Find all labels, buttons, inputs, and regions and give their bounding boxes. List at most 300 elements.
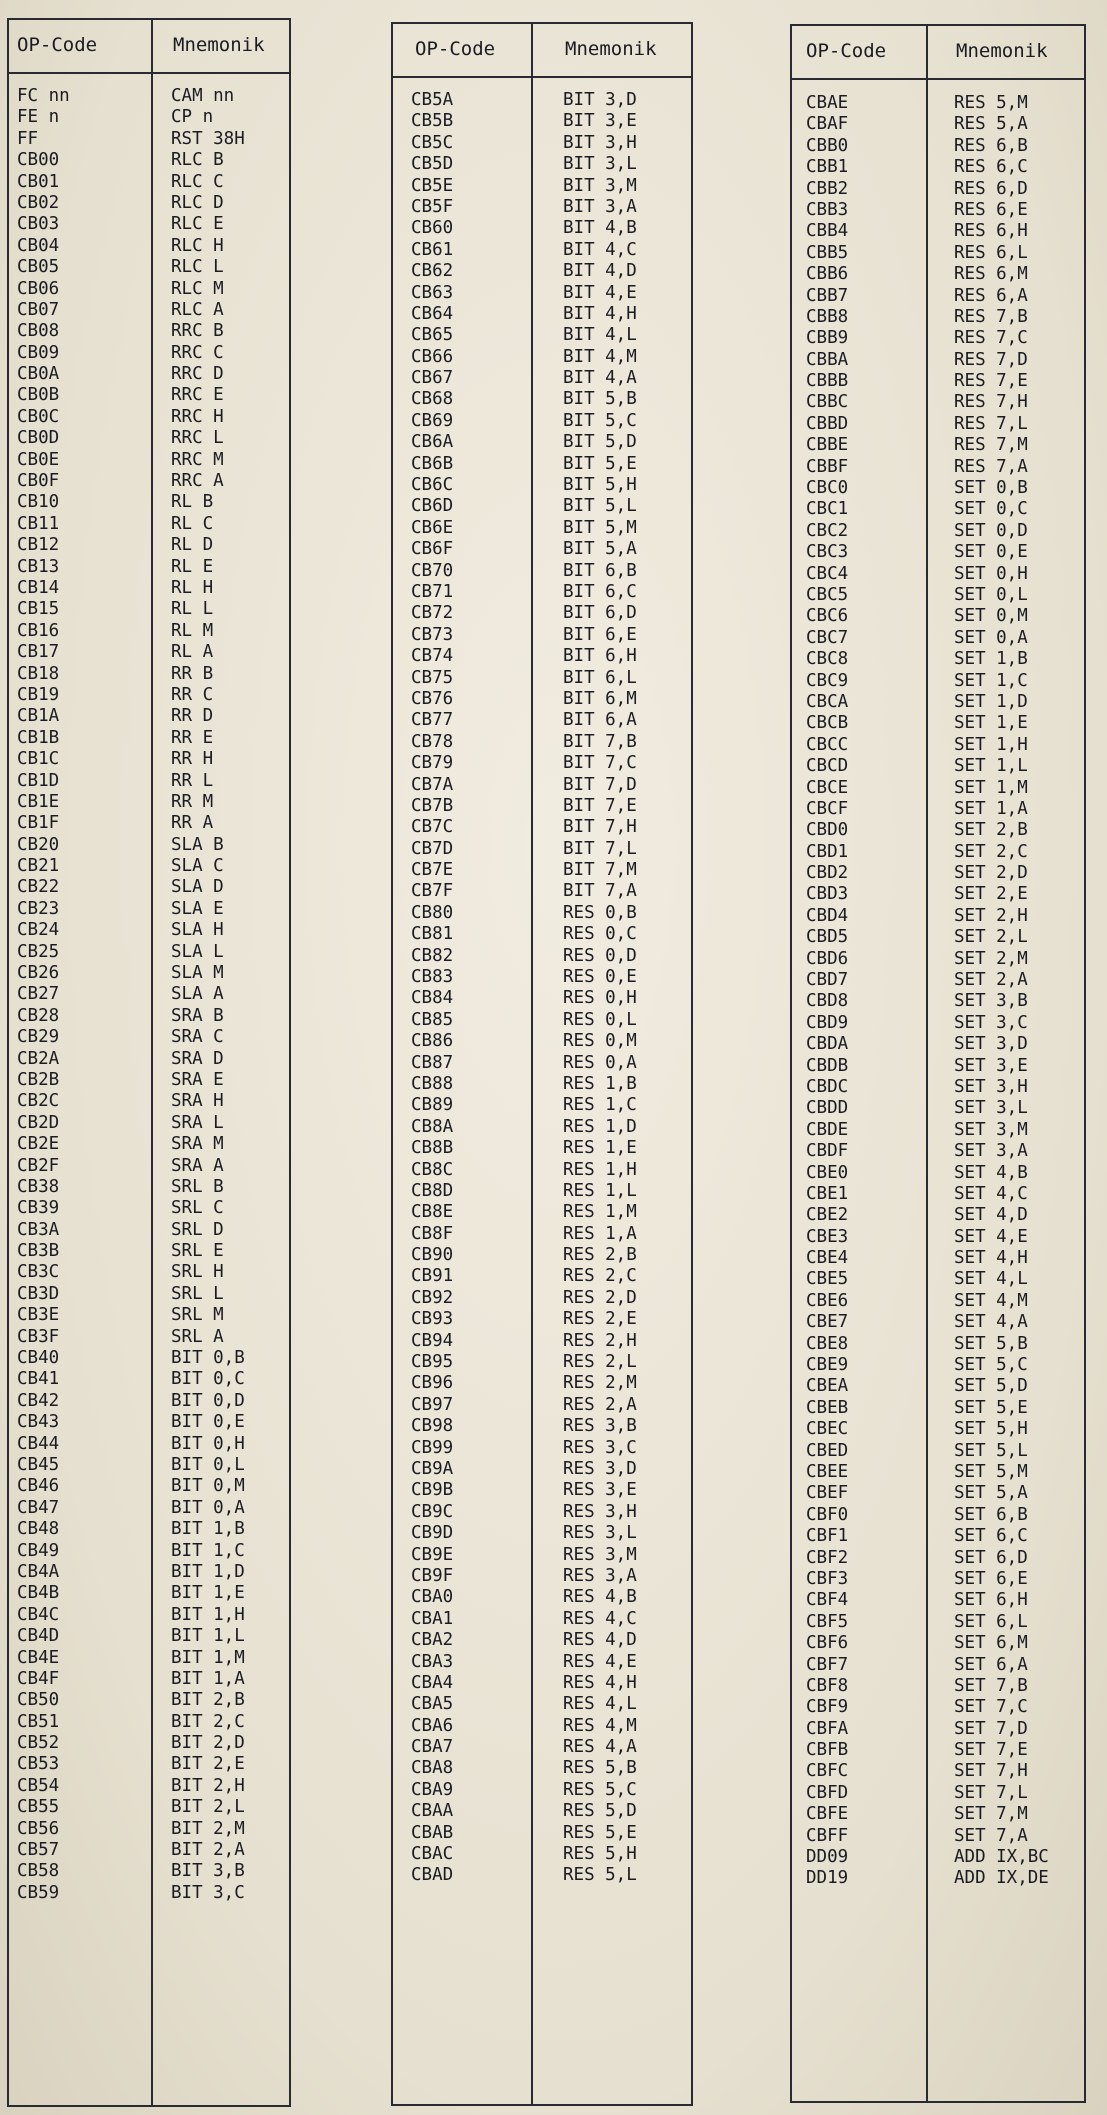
mnemonic-cell: BIT 5,C (563, 410, 637, 431)
mnemonic-cell: SET 4,B (954, 1162, 1028, 1183)
opcode-cell: CB26 (17, 963, 60, 984)
opcode-cell: CB80 (411, 902, 454, 923)
opcode-cell: CBEA (806, 1376, 849, 1397)
table-row (792, 1312, 1084, 1333)
table-row (393, 1780, 691, 1801)
mnemonic-cell: BIT 1,E (171, 1583, 245, 1604)
table-row (393, 839, 691, 860)
opcode-cell: CBF5 (806, 1611, 849, 1632)
table-row (393, 1630, 691, 1651)
opcode-cell: CB06 (17, 278, 60, 299)
opcode-cell: CB6B (411, 453, 454, 474)
mnemonic-cell: RLC M (171, 278, 224, 299)
mnemonic-cell: SLA M (171, 963, 224, 984)
opcode-cell: CB93 (411, 1309, 454, 1330)
table-row (393, 967, 691, 988)
opcode-cell: CB9B (411, 1480, 454, 1501)
mnemonic-cell: RST 38H (171, 128, 245, 149)
opcode-cell: CB3E (17, 1305, 60, 1326)
mnemonic-cell: SET 0,A (954, 627, 1028, 648)
opcode-cell: CBBB (806, 371, 849, 392)
mnemonic-cell: SET 6,H (954, 1590, 1028, 1611)
opcode-cell: CB72 (411, 603, 454, 624)
table-row (393, 347, 691, 368)
opcode-cell: CB59 (17, 1882, 60, 1903)
table-row (393, 368, 691, 389)
opcode-table-3 (790, 24, 1086, 2103)
opcode-cell: CBD3 (806, 884, 849, 905)
table-row (792, 863, 1084, 884)
mnemonic-cell: SET 2,E (954, 884, 1028, 905)
mnemonic-cell: RES 3,E (563, 1480, 637, 1501)
opcode-cell: CBCB (806, 713, 849, 734)
mnemonic-cell: SET 1,H (954, 734, 1028, 755)
mnemonic-cell: BIT 6,E (563, 624, 637, 645)
opcode-cell: CB1F (17, 813, 60, 834)
table-row (792, 842, 1084, 863)
table-row (792, 286, 1084, 307)
opcode-cell: CB3D (17, 1283, 60, 1304)
mnemonic-cell: BIT 0,D (171, 1390, 245, 1411)
mnemonic-cell: RES 1,D (563, 1116, 637, 1137)
mnemonic-cell: RRC A (171, 471, 224, 492)
opcode-cell: CB0A (17, 364, 60, 385)
mnemonic-cell: RES 4,L (563, 1694, 637, 1715)
opcode-cell: CB74 (411, 646, 454, 667)
table-row (9, 557, 289, 578)
mnemonic-cell: BIT 5,L (563, 496, 637, 517)
table-row (792, 991, 1084, 1012)
mnemonic-cell: SET 6,L (954, 1611, 1028, 1632)
mnemonic-cell: BIT 7,B (563, 731, 637, 752)
table-row (393, 1844, 691, 1865)
table-row (792, 1398, 1084, 1419)
mnemonic-cell: RR B (171, 663, 214, 684)
table-row (393, 946, 691, 967)
table-row (792, 1569, 1084, 1590)
mnemonic-cell: RES 4,A (563, 1737, 637, 1758)
opcode-header: OP-Code (415, 38, 496, 60)
opcode-cell: CB45 (17, 1455, 60, 1475)
mnemonic-cell: RES 1,M (563, 1202, 637, 1223)
opcode-cell: CB5B (411, 111, 454, 132)
opcode-cell: CB29 (17, 1027, 60, 1048)
mnemonic-cell: SRL L (171, 1283, 224, 1304)
table-row (393, 1587, 691, 1608)
opcode-cell: CB24 (17, 920, 60, 941)
mnemonic-cell: SRL B (171, 1176, 224, 1197)
mnemonic-cell: SRA M (171, 1134, 224, 1155)
opcode-cell: CBAA (411, 1801, 454, 1822)
mnemonic-header: Mnemonik (173, 34, 265, 56)
table-row (792, 1334, 1084, 1355)
opcode-cell: CB73 (411, 624, 454, 645)
mnemonic-cell: BIT 1,M (171, 1647, 245, 1668)
mnemonic-cell: SRA E (171, 1069, 224, 1090)
mnemonic-cell: RR L (171, 770, 214, 791)
table-row (393, 1694, 691, 1715)
table-row (9, 1690, 289, 1711)
table-row (792, 1013, 1084, 1034)
mnemonic-cell: RES 0,A (563, 1052, 637, 1073)
opcode-cell: CB83 (411, 967, 454, 988)
table-row (9, 706, 289, 727)
mnemonic-cell: RES 4,H (563, 1672, 637, 1693)
mnemonic-cell: BIT 0,B (171, 1348, 245, 1369)
mnemonic-cell: RES 7,D (954, 349, 1028, 370)
opcode-cell: CB60 (411, 218, 454, 239)
opcode-cell: CB9C (411, 1501, 454, 1522)
opcode-cell: CB3B (17, 1241, 60, 1262)
opcode-cell: CB8E (411, 1202, 454, 1223)
opcode-cell: CB2D (17, 1112, 60, 1133)
mnemonic-cell: RES 6,B (954, 135, 1028, 156)
table-row (792, 756, 1084, 777)
table-row (9, 899, 289, 920)
opcode-cell: CB20 (17, 834, 60, 855)
mnemonic-cell: SET 4,C (954, 1183, 1028, 1204)
opcode-cell: CBAF (806, 114, 849, 135)
mnemonic-cell: SLA H (171, 920, 224, 941)
table-row (393, 924, 691, 945)
mnemonic-cell: RES 4,E (563, 1651, 637, 1672)
mnemonic-cell: SET 7,B (954, 1675, 1028, 1696)
opcode-cell: CB4E (17, 1647, 60, 1668)
mnemonic-cell: SET 7,A (954, 1825, 1028, 1846)
opcode-cell: CB50 (17, 1690, 60, 1711)
table-row (792, 371, 1084, 392)
mnemonic-cell: SET 3,C (954, 1012, 1028, 1033)
mnemonic-cell: SET 4,A (954, 1312, 1028, 1333)
mnemonic-cell: SRL E (171, 1241, 224, 1262)
opcode-cell: CB10 (17, 492, 60, 513)
table-row (792, 1120, 1084, 1141)
opcode-cell: CB48 (17, 1519, 60, 1540)
opcode-cell: CB11 (17, 513, 60, 534)
opcode-cell: CB68 (411, 389, 454, 410)
opcode-cell: CBAE (806, 93, 849, 113)
table-row (393, 1480, 691, 1501)
mnemonic-cell: RES 3,H (563, 1501, 637, 1522)
opcode-cell: CBE8 (806, 1333, 849, 1354)
mnemonic-cell: BIT 2,H (171, 1775, 245, 1796)
opcode-cell: CB47 (17, 1497, 60, 1518)
opcode-cell: CB23 (17, 898, 60, 919)
opcode-cell: CBBE (806, 435, 849, 456)
mnemonic-cell: BIT 4,H (563, 303, 637, 324)
opcode-cell: CBA7 (411, 1737, 454, 1758)
table-row (9, 514, 289, 535)
table-row (393, 881, 691, 902)
mnemonic-cell: SET 4,E (954, 1226, 1028, 1247)
mnemonic-cell: SRL M (171, 1305, 224, 1326)
mnemonic-cell: SET 3,M (954, 1119, 1028, 1140)
table-row (9, 685, 289, 706)
table-row (393, 154, 691, 175)
table-row (393, 1138, 691, 1159)
opcode-cell: CB16 (17, 620, 60, 641)
mnemonic-cell: SET 0,B (954, 478, 1028, 499)
table-row (393, 283, 691, 304)
opcode-cell: CB6C (411, 475, 454, 496)
table-row (9, 1840, 289, 1861)
opcode-header: OP-Code (806, 40, 887, 62)
table-row (393, 796, 691, 817)
opcode-cell: FF (17, 128, 39, 149)
opcode-cell: CBE6 (806, 1290, 849, 1311)
mnemonic-cell: SET 1,M (954, 777, 1028, 798)
mnemonic-cell: BIT 4,L (563, 325, 637, 346)
table-row (393, 1031, 691, 1052)
table-row (792, 1633, 1084, 1654)
table-row (393, 860, 691, 881)
mnemonic-cell: SET 3,D (954, 1034, 1028, 1055)
table-row (393, 1245, 691, 1266)
table-row (393, 90, 691, 111)
mnemonic-cell: BIT 2,L (171, 1797, 245, 1818)
opcode-cell: CBA6 (411, 1715, 454, 1736)
mnemonic-cell: SET 7,E (954, 1740, 1028, 1761)
table-row (792, 200, 1084, 221)
mnemonic-cell: SET 2,H (954, 905, 1028, 926)
table-row (9, 1220, 289, 1241)
opcode-cell: CB8A (411, 1116, 454, 1137)
opcode-cell: CBEE (806, 1462, 849, 1482)
mnemonic-cell: BIT 0,A (171, 1497, 245, 1518)
table-row (393, 1074, 691, 1095)
opcode-cell: CBB8 (806, 306, 849, 327)
mnemonic-cell: SET 3,B (954, 991, 1028, 1012)
opcode-cell: CB6F (411, 539, 454, 560)
mnemonic-cell: RR C (171, 684, 214, 705)
opcode-cell: CB62 (411, 261, 454, 282)
table-row (393, 732, 691, 753)
mnemonic-cell: BIT 0,H (171, 1433, 245, 1454)
opcode-cell: CB53 (17, 1754, 60, 1775)
table-row (792, 1441, 1084, 1462)
table-row (9, 1113, 289, 1134)
mnemonic-cell: BIT 6,C (563, 581, 637, 602)
mnemonic-cell: RL A (171, 642, 214, 663)
table-row (792, 585, 1084, 606)
table-row (9, 107, 289, 128)
table-row (393, 389, 691, 410)
opcode-cell: CB4F (17, 1668, 60, 1689)
mnemonic-cell: RES 5,C (563, 1779, 637, 1800)
opcode-cell: CB8C (411, 1159, 454, 1180)
mnemonic-cell: SET 1,D (954, 691, 1028, 712)
opcode-cell: CB1E (17, 791, 60, 812)
table-row (393, 1652, 691, 1673)
mnemonic-cell: SET 2,B (954, 820, 1028, 841)
opcode-cell: CBC1 (806, 499, 849, 520)
table-row (9, 856, 289, 877)
mnemonic-cell: SLA L (171, 941, 224, 962)
table-row (792, 1526, 1084, 1547)
opcode-cell: CBC8 (806, 649, 849, 670)
table-row (393, 1181, 691, 1202)
opcode-cell: CB85 (411, 1009, 454, 1030)
mnemonic-cell: RL M (171, 620, 214, 641)
table-row (792, 1141, 1084, 1162)
table-row (9, 1455, 289, 1476)
table-row (792, 1505, 1084, 1526)
mnemonic-cell: BIT 6,L (563, 667, 637, 688)
mnemonic-cell: BIT 1,A (171, 1668, 245, 1689)
opcode-cell: CB6E (411, 517, 454, 538)
opcode-cell: CB3A (17, 1219, 60, 1240)
mnemonic-cell: ADD IX,DE (954, 1868, 1049, 1889)
mnemonic-cell: SET 6,E (954, 1568, 1028, 1589)
table-row (393, 1395, 691, 1416)
mnemonic-cell: RES 2,A (563, 1394, 637, 1415)
mnemonic-cell: RES 2,L (563, 1352, 637, 1373)
table-row (393, 1010, 691, 1031)
table-row (9, 364, 289, 385)
table-row (393, 1352, 691, 1373)
mnemonic-cell: RES 3,A (563, 1565, 637, 1586)
opcode-cell: CB5A (411, 90, 454, 110)
opcode-cell: CB27 (17, 984, 60, 1005)
mnemonic-cell: RES 0,H (563, 988, 637, 1009)
opcode-cell: CBCC (806, 734, 849, 755)
opcode-cell: CB54 (17, 1775, 60, 1796)
mnemonic-cell: BIT 0,C (171, 1369, 245, 1390)
opcode-cell: CB81 (411, 924, 454, 945)
table-row (9, 1883, 289, 1904)
mnemonic-cell: BIT 2,C (171, 1711, 245, 1732)
opcode-cell: CBF3 (806, 1568, 849, 1589)
opcode-cell: CBF8 (806, 1675, 849, 1696)
table-row (792, 713, 1084, 734)
opcode-cell: CB71 (411, 581, 454, 602)
mnemonic-cell: SLA D (171, 877, 224, 898)
opcode-cell: CBE5 (806, 1269, 849, 1290)
table-row (9, 86, 289, 107)
table-row (9, 984, 289, 1005)
mnemonic-cell: BIT 1,D (171, 1561, 245, 1582)
table-row (9, 279, 289, 300)
opcode-cell: CBF6 (806, 1633, 849, 1654)
mnemonic-cell: RES 5,E (563, 1822, 637, 1843)
mnemonic-cell: RES 6,M (954, 264, 1028, 285)
opcode-cell: CB5D (411, 154, 454, 175)
opcode-cell: CB39 (17, 1198, 60, 1219)
mnemonic-cell: BIT 0,L (171, 1455, 245, 1475)
mnemonic-cell: RES 5,D (563, 1801, 637, 1822)
opcode-cell: CBE9 (806, 1355, 849, 1376)
opcode-cell: CB6A (411, 432, 454, 453)
opcode-cell: CBF1 (806, 1526, 849, 1547)
opcode-cell: CB9E (411, 1544, 454, 1565)
opcode-cell: CB0F (17, 471, 60, 492)
table-body (393, 90, 691, 1887)
mnemonic-cell: BIT 6,H (563, 646, 637, 667)
opcode-cell: CB95 (411, 1352, 454, 1373)
mnemonic-cell: SET 4,L (954, 1269, 1028, 1290)
opcode-cell: CB3F (17, 1326, 60, 1347)
table-row (393, 1095, 691, 1116)
opcode-cell: CB41 (17, 1369, 60, 1390)
opcode-cell: CBD5 (806, 927, 849, 948)
mnemonic-cell: RL C (171, 513, 214, 534)
opcode-table-2 (391, 22, 693, 2106)
table-row (792, 1676, 1084, 1697)
mnemonic-cell: SET 3,H (954, 1076, 1028, 1097)
table-row (393, 1716, 691, 1737)
mnemonic-cell: SLA E (171, 898, 224, 919)
mnemonic-cell: RES 3,D (563, 1459, 637, 1479)
mnemonic-cell: SRL D (171, 1219, 224, 1240)
opcode-cell: CB76 (411, 688, 454, 709)
table-row (792, 884, 1084, 905)
mnemonic-cell: RL D (171, 535, 214, 556)
opcode-cell: CBF4 (806, 1590, 849, 1611)
table-row (792, 1847, 1084, 1868)
opcode-cell: CB46 (17, 1476, 60, 1497)
table-row (9, 835, 289, 856)
opcode-cell: CB82 (411, 945, 454, 966)
mnemonic-cell: RES 6,A (954, 285, 1028, 306)
mnemonic-cell: SRA A (171, 1155, 224, 1176)
table-row (792, 1269, 1084, 1290)
mnemonic-cell: RES 0,M (563, 1031, 637, 1052)
opcode-cell: CB67 (411, 368, 454, 389)
mnemonic-cell: RLC E (171, 214, 224, 235)
opcode-cell: CBE4 (806, 1248, 849, 1269)
opcode-cell: CBAC (411, 1844, 454, 1865)
opcode-cell: CBD1 (806, 841, 849, 862)
mnemonic-cell: SRA D (171, 1048, 224, 1069)
opcode-cell: CB7C (411, 817, 454, 838)
opcode-cell: CB92 (411, 1287, 454, 1308)
opcode-cell: CB02 (17, 192, 60, 213)
mnemonic-cell: RES 7,E (954, 371, 1028, 392)
opcode-cell: CBCE (806, 777, 849, 798)
mnemonic-cell: RL B (171, 492, 214, 513)
table-row (9, 1733, 289, 1754)
opcode-cell: CBBF (806, 456, 849, 477)
opcode-cell: CB98 (411, 1416, 454, 1437)
opcode-cell: DD19 (806, 1868, 849, 1889)
table-row (393, 1609, 691, 1630)
table-row (9, 920, 289, 941)
table-row (393, 475, 691, 496)
mnemonic-cell: RES 7,H (954, 392, 1028, 413)
opcode-cell: CBDE (806, 1119, 849, 1140)
mnemonic-cell: BIT 3,E (563, 111, 637, 132)
table-row (792, 1868, 1084, 1889)
table-row (792, 1655, 1084, 1676)
opcode-cell: CBC3 (806, 542, 849, 563)
table-row (792, 1034, 1084, 1055)
table-row (792, 606, 1084, 627)
mnemonic-cell: SET 5,C (954, 1355, 1028, 1376)
table-row (9, 749, 289, 770)
table-row (9, 1049, 289, 1070)
mnemonic-cell: RL H (171, 577, 214, 598)
table-row (393, 261, 691, 282)
mnemonic-cell: RES 3,C (563, 1437, 637, 1458)
table-row (393, 753, 691, 774)
mnemonic-cell: BIT 5,E (563, 453, 637, 474)
table-row (393, 240, 691, 261)
opcode-cell: CB40 (17, 1348, 60, 1369)
mnemonic-cell: SET 2,A (954, 970, 1028, 991)
table-row (9, 1284, 289, 1305)
table-row (792, 93, 1084, 114)
mnemonic-cell: RES 0,C (563, 924, 637, 945)
